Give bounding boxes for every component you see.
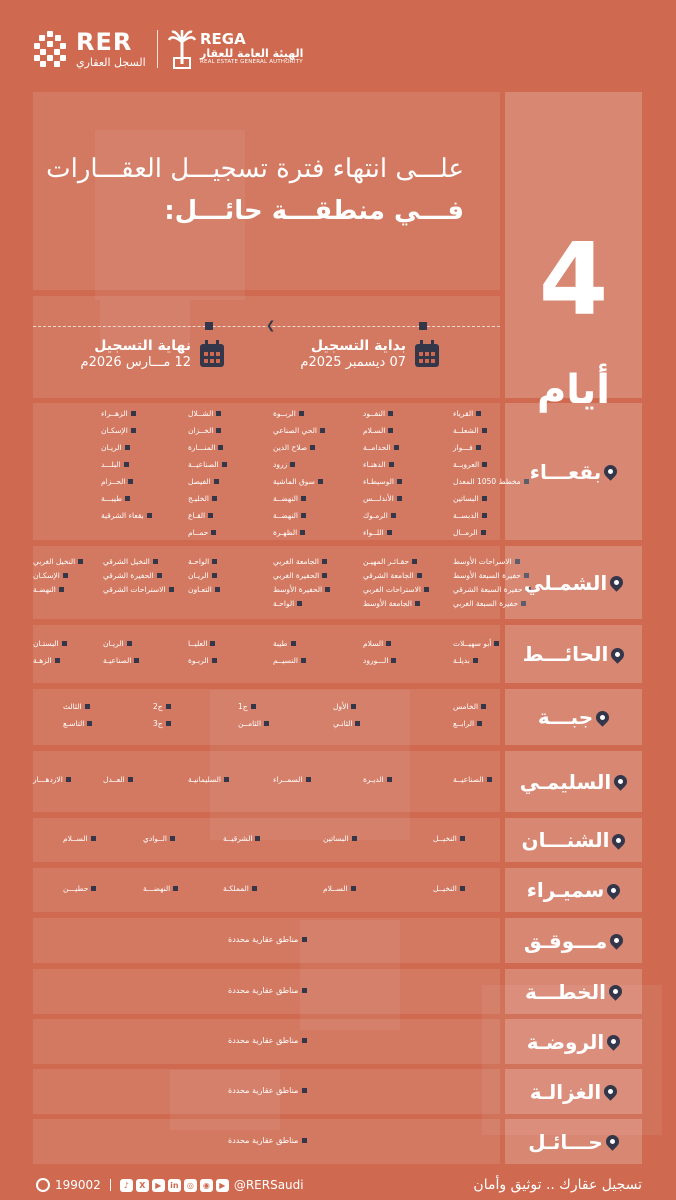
district-item: القرياء bbox=[453, 409, 481, 418]
district-item: الحفيرة الغربي bbox=[273, 571, 327, 580]
district-item: الأول bbox=[333, 702, 356, 711]
district-item: العروبــة bbox=[453, 460, 487, 469]
location-pin-icon bbox=[602, 1082, 620, 1100]
district-item: النخيل الغربي bbox=[33, 557, 83, 566]
region-name: سميـراء bbox=[526, 878, 605, 902]
district-item: حطيـــن bbox=[63, 884, 96, 893]
social-icons bbox=[120, 1179, 229, 1192]
district-item: الأندلـــس bbox=[363, 494, 402, 503]
district-item: حقـائـر المهيـن bbox=[363, 557, 417, 566]
district-item: النسيــم bbox=[273, 656, 306, 665]
end-date-value: 12 مـــارس 2026م bbox=[80, 354, 191, 370]
district-item: الجامعة الأوسط bbox=[363, 599, 420, 608]
header bbox=[0, 0, 676, 85]
location-pin-icon bbox=[606, 982, 624, 1000]
timeline-marker bbox=[205, 322, 213, 330]
tiktok-icon[interactable]: ♪ bbox=[120, 1179, 133, 1192]
district-note: مناطق عقارية محددة bbox=[228, 1036, 307, 1045]
district-item: الصناعيـة bbox=[103, 656, 139, 665]
district-item: النهضــة bbox=[273, 511, 306, 520]
district-list bbox=[33, 689, 500, 745]
region-name: بقعـــاء bbox=[529, 459, 602, 484]
region-name-cell bbox=[505, 625, 642, 683]
rega-english-name: REAL ESTATE GENERAL AUTHORITY bbox=[200, 58, 303, 65]
district-list bbox=[33, 1019, 500, 1064]
district-item: العــدل bbox=[103, 775, 133, 784]
location-pin-icon bbox=[605, 1032, 623, 1050]
district-item: الفيصل bbox=[188, 477, 219, 486]
district-list bbox=[33, 751, 500, 812]
region-name: السليمـي bbox=[519, 769, 612, 794]
district-item: الربـوة bbox=[188, 656, 217, 665]
district-item: ج3 bbox=[153, 719, 171, 728]
district-item: الــوادي bbox=[143, 834, 175, 843]
region-name-cell bbox=[505, 403, 642, 540]
district-item: الثامــن bbox=[238, 719, 269, 728]
district-item: الحــزام bbox=[101, 477, 133, 486]
district-item: اللــواء bbox=[363, 528, 392, 537]
district-item: حفيرة السبعة الغربي bbox=[453, 599, 526, 608]
region-row bbox=[33, 689, 642, 745]
location-pin-icon bbox=[603, 1132, 621, 1150]
district-item: النخيل الشرقي bbox=[103, 557, 158, 566]
region-name-cell bbox=[505, 918, 642, 963]
location-pin-icon bbox=[605, 881, 623, 899]
page-title-line1: علـــى انتهاء فترة تسجيـــل العقـــارات bbox=[46, 154, 464, 184]
district-list bbox=[33, 1069, 500, 1114]
region-name-cell bbox=[505, 546, 642, 619]
region-name: الغزالـة bbox=[529, 1079, 602, 1104]
footer bbox=[0, 1160, 676, 1200]
rega-logo[interactable] bbox=[168, 28, 303, 70]
district-item: أبو سهيــلات bbox=[453, 639, 499, 648]
contact-bar bbox=[36, 1178, 304, 1192]
region-row bbox=[33, 1069, 642, 1114]
district-item: الرمـوك bbox=[363, 511, 396, 520]
district-note: مناطق عقارية محددة bbox=[228, 1136, 307, 1145]
district-item: التعـاون bbox=[188, 585, 220, 594]
district-item: الوسيطـاء bbox=[363, 477, 402, 486]
snapchat-icon[interactable]: ◎ bbox=[184, 1179, 197, 1192]
rer-brand-text: RER bbox=[76, 28, 133, 56]
countdown-label: أيام bbox=[536, 367, 611, 413]
countdown-number: 4 bbox=[538, 221, 609, 338]
district-item: البساتين bbox=[453, 494, 487, 503]
district-item: فـــوار bbox=[453, 443, 481, 452]
district-item: التاسـع bbox=[63, 719, 92, 728]
district-item: الدبســة bbox=[453, 511, 487, 520]
district-item: البساتين bbox=[323, 834, 357, 843]
region-name-cell bbox=[505, 689, 642, 745]
region-name: الشمـلي bbox=[523, 570, 608, 595]
district-list bbox=[33, 403, 521, 540]
district-item: الحدامــة bbox=[363, 443, 399, 452]
district-list bbox=[33, 625, 500, 683]
district-item: الثالث bbox=[63, 702, 90, 711]
district-item: الـــورود bbox=[363, 656, 396, 665]
region-name-cell bbox=[505, 868, 642, 912]
district-list bbox=[33, 546, 523, 619]
district-item: الصناعيــة bbox=[188, 460, 227, 469]
region-row bbox=[33, 969, 642, 1014]
region-name-cell bbox=[505, 751, 642, 812]
instagram-icon[interactable]: ◉ bbox=[200, 1179, 213, 1192]
district-item: النفــود bbox=[363, 409, 393, 418]
district-item: طيبـــة bbox=[101, 494, 130, 503]
district-item: الشرقيــة bbox=[223, 834, 260, 843]
district-item: الربــوة bbox=[273, 409, 304, 418]
district-item: الريـان bbox=[103, 639, 132, 648]
district-item: الزهــراء bbox=[101, 409, 136, 418]
district-list bbox=[33, 868, 500, 912]
start-date-label: بداية التسجيل bbox=[310, 338, 406, 354]
youtube-play-icon[interactable]: ▶ bbox=[216, 1179, 229, 1192]
district-item: الاستراحات الغربي bbox=[363, 585, 429, 594]
chevron-left-icon: ❮ bbox=[266, 319, 276, 332]
district-item: السـلام bbox=[363, 426, 393, 435]
district-item: الواحـة bbox=[273, 599, 302, 608]
palm-emblem-icon bbox=[168, 28, 196, 70]
rer-subtitle: السجل العقاري bbox=[76, 56, 146, 69]
district-item: النخيــل bbox=[433, 884, 465, 893]
district-item: السمــراء bbox=[273, 775, 311, 784]
region-name-cell bbox=[505, 818, 642, 862]
district-item: الخليـج bbox=[188, 494, 217, 503]
district-item: زرود bbox=[273, 460, 295, 469]
youtube-icon[interactable]: ▶ bbox=[152, 1179, 165, 1192]
logo-divider bbox=[157, 30, 158, 68]
district-item: الريـان bbox=[101, 443, 130, 452]
region-name-cell bbox=[505, 1069, 642, 1114]
district-item: صلاح الدين bbox=[273, 443, 315, 452]
region-name: مـــوقـق bbox=[523, 928, 608, 953]
start-date-value: 07 ديسمبر 2025م bbox=[300, 354, 406, 370]
district-item: الرمــال bbox=[453, 528, 486, 537]
footer-divider bbox=[110, 1179, 111, 1191]
district-item: الرابــع bbox=[453, 719, 482, 728]
region-row bbox=[33, 1019, 642, 1064]
district-item: ج1 bbox=[238, 702, 256, 711]
district-item: سوق الماشية bbox=[273, 477, 323, 486]
district-item: الديـرة bbox=[363, 775, 392, 784]
district-item: الجامعة الشرقي bbox=[363, 571, 422, 580]
region-name: حـــائـل bbox=[528, 1129, 603, 1154]
phone-icon bbox=[36, 1178, 50, 1192]
district-item: حفيرة السبعة الشرقي bbox=[453, 585, 531, 594]
linkedin-icon[interactable]: in bbox=[168, 1179, 181, 1192]
district-item: الإسكـان bbox=[101, 426, 136, 435]
location-pin-icon bbox=[609, 645, 627, 663]
district-item: القـاع bbox=[188, 511, 213, 520]
end-date-label: نهاية التسجيل bbox=[94, 338, 191, 354]
district-item: الواحـة bbox=[188, 557, 217, 566]
district-item: المملكـة bbox=[223, 884, 257, 893]
district-item: الشــلال bbox=[188, 409, 221, 418]
calendar-icon bbox=[414, 340, 440, 368]
region-name-cell bbox=[505, 1119, 642, 1164]
start-date bbox=[300, 338, 440, 370]
district-item: العليــا bbox=[188, 639, 215, 648]
region-row bbox=[33, 625, 642, 683]
district-item: البلـــد bbox=[101, 460, 129, 469]
district-item: الريـان bbox=[188, 571, 217, 580]
region-row bbox=[33, 818, 642, 862]
district-list bbox=[33, 1119, 500, 1164]
location-pin-icon bbox=[602, 462, 620, 480]
district-item: المنـــارة bbox=[188, 443, 223, 452]
timeline-marker bbox=[419, 322, 427, 330]
district-item: بديلـة bbox=[453, 656, 478, 665]
location-pin-icon bbox=[593, 708, 611, 726]
district-item: الظهـرة bbox=[273, 528, 305, 537]
district-list bbox=[33, 818, 500, 862]
district-list bbox=[33, 969, 500, 1014]
district-item: الحي الصناعي bbox=[273, 426, 325, 435]
region-name-cell bbox=[505, 1019, 642, 1064]
phone-number[interactable]: 199002 bbox=[55, 1178, 101, 1192]
location-pin-icon bbox=[610, 831, 628, 849]
district-item: الزهـة bbox=[33, 656, 60, 665]
location-pin-icon bbox=[612, 772, 630, 790]
district-list bbox=[33, 918, 500, 963]
district-note: مناطق عقارية محددة bbox=[228, 935, 307, 944]
location-pin-icon bbox=[607, 573, 625, 591]
district-item: الخامس bbox=[453, 702, 486, 711]
district-item: الخــزان bbox=[188, 426, 221, 435]
district-item: الشعلــة bbox=[453, 426, 487, 435]
district-item: السلام bbox=[363, 639, 391, 648]
region-row bbox=[33, 403, 642, 540]
page-title-line2: فـــي منطقـــة حائـــل: bbox=[164, 196, 464, 226]
district-item: الثانـي bbox=[333, 719, 360, 728]
calendar-icon bbox=[199, 340, 225, 368]
region-row bbox=[33, 546, 642, 619]
district-item: الدهنـاء bbox=[363, 460, 394, 469]
district-item: السليمانيـة bbox=[188, 775, 229, 784]
district-item: الســلام bbox=[63, 834, 96, 843]
district-item: الإسكـان bbox=[33, 571, 68, 580]
district-item: الاستراحات الشرقي bbox=[103, 585, 174, 594]
end-date bbox=[81, 338, 225, 370]
title-panel bbox=[33, 92, 500, 290]
region-name: الخطـــة bbox=[525, 979, 606, 1004]
rer-logo[interactable] bbox=[32, 30, 146, 68]
rega-brand-text: REGA bbox=[200, 30, 246, 49]
region-name: جبـــة bbox=[537, 705, 594, 729]
district-note: مناطق عقارية محددة bbox=[228, 1086, 307, 1095]
district-item: البستـان bbox=[33, 639, 67, 648]
district-item: بقعاء الشرقية bbox=[101, 511, 152, 520]
district-item: طيبة bbox=[273, 639, 296, 648]
region-name: الحائـــط bbox=[522, 642, 609, 666]
region-name: الروضـة bbox=[526, 1029, 605, 1054]
region-row bbox=[33, 751, 642, 812]
region-row bbox=[33, 1119, 642, 1164]
district-item: مخطط 1050 المعدل bbox=[453, 477, 529, 486]
region-name-cell bbox=[505, 969, 642, 1014]
district-item: الصناعيــة bbox=[453, 775, 492, 784]
x-icon[interactable]: X bbox=[136, 1179, 149, 1192]
location-pin-icon bbox=[608, 931, 626, 949]
district-item: حفيرة السبعة الأوسط bbox=[453, 571, 529, 580]
social-handle[interactable]: @RERSaudi bbox=[233, 1178, 304, 1192]
district-item: ج2 bbox=[153, 702, 171, 711]
district-item: النخيــل bbox=[433, 834, 465, 843]
district-item: النهضـــة bbox=[143, 884, 178, 893]
district-item: النهضـة bbox=[33, 585, 64, 594]
rega-arabic-name: الهيئة العامة للعقار bbox=[200, 47, 304, 61]
district-item: الحفيرة الأوسط bbox=[273, 585, 330, 594]
rer-emblem-icon bbox=[32, 31, 68, 67]
district-note: مناطق عقارية محددة bbox=[228, 986, 307, 995]
district-item: الجامعة الغربي bbox=[273, 557, 327, 566]
district-item: الحفيرة الشرقي bbox=[103, 571, 162, 580]
district-item: الاسراحات الأوسط bbox=[453, 557, 520, 566]
region-row bbox=[33, 868, 642, 912]
region-row bbox=[33, 918, 642, 963]
registration-dates-panel bbox=[33, 296, 500, 398]
countdown-panel bbox=[505, 92, 642, 413]
footer-slogan: تسجيل عقارك .. توثيق وأمان bbox=[473, 1177, 642, 1193]
district-item: حمــام bbox=[188, 528, 216, 537]
district-item: النهضــة bbox=[273, 494, 306, 503]
district-item: الازدهـــار bbox=[33, 775, 71, 784]
district-item: الســلام bbox=[323, 884, 356, 893]
region-name: الشنـــان bbox=[521, 828, 610, 852]
